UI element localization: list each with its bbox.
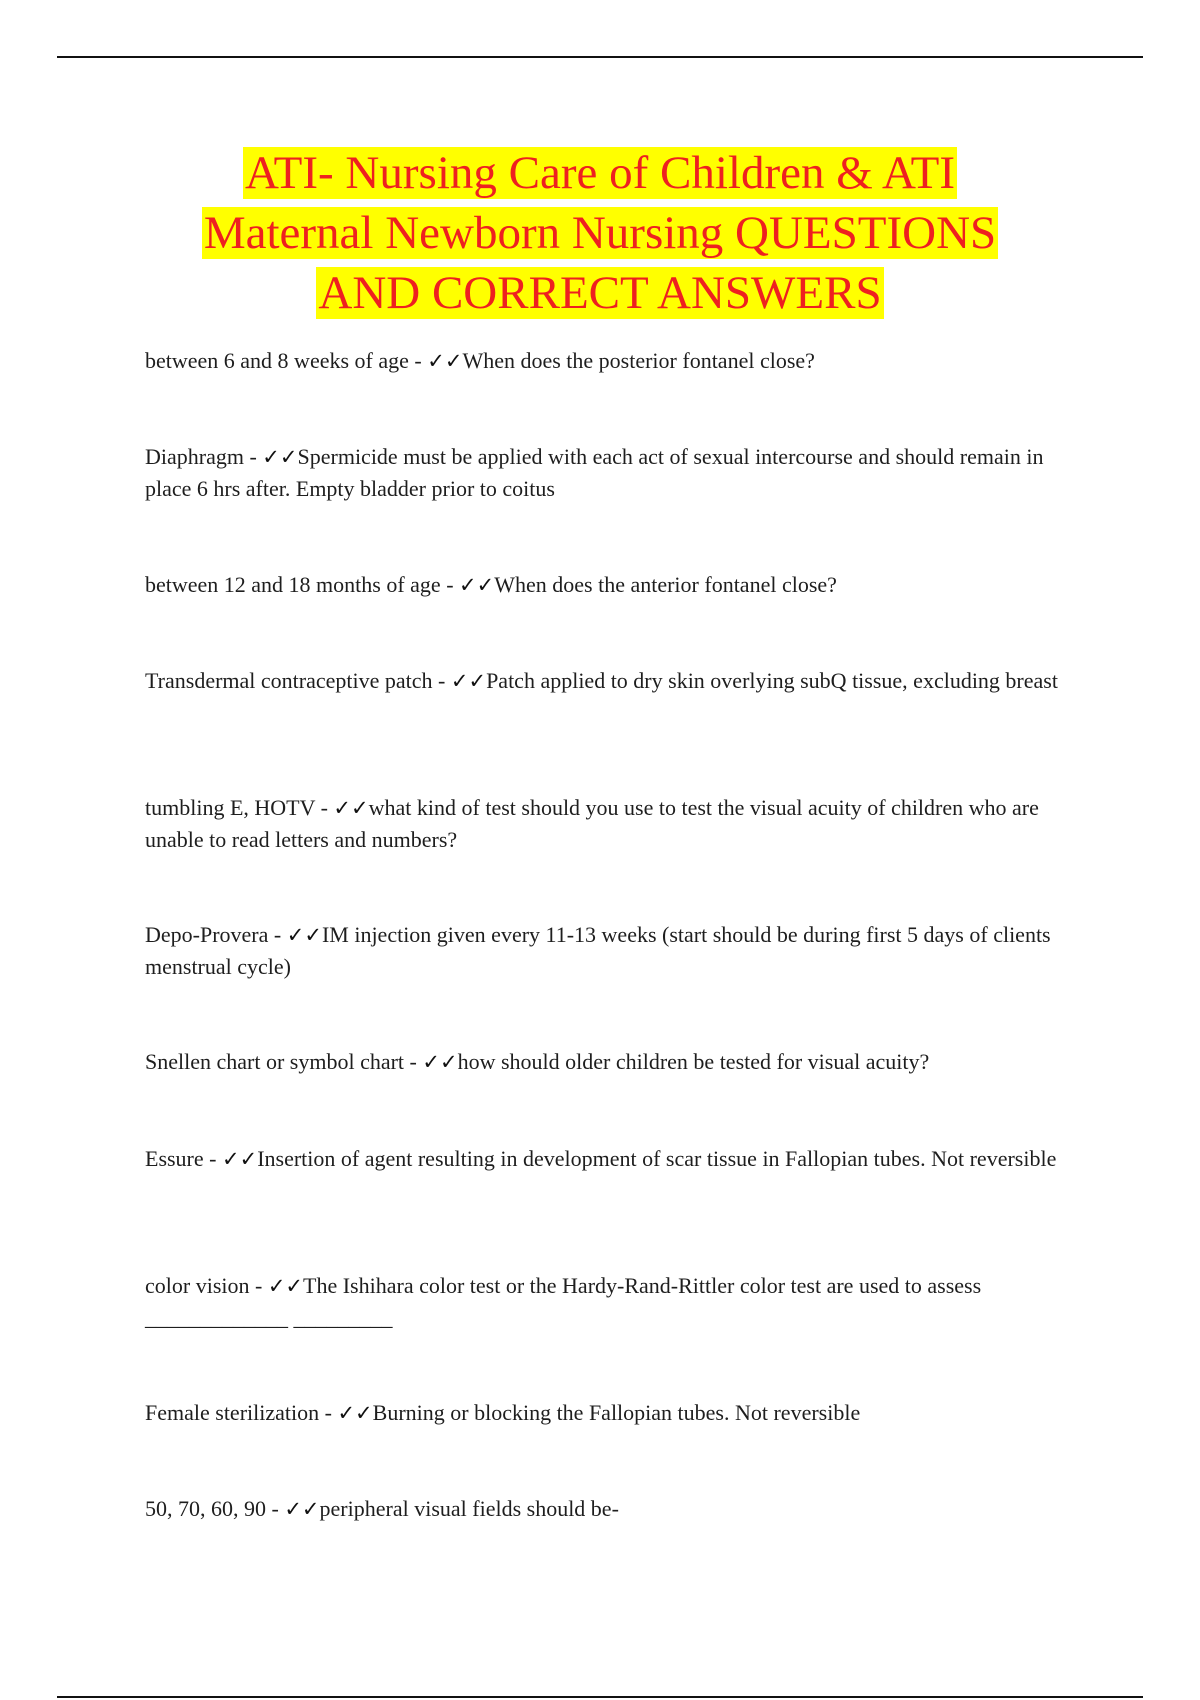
entry-term: between 6 and 8 weeks of age (145, 348, 409, 373)
double-check-icon: ✓✓ (459, 573, 495, 597)
qa-entry: Depo-Provera - ✓✓IM injection given every 11-13 weeks (start should be during first 5 days of clients menstrual cycle) (145, 922, 1051, 979)
qa-entry: color vision - ✓✓The Ishihara color test or the Hardy-Rand-Rittler color test are used to assess _____________ _________ (145, 1273, 982, 1330)
entry-term: between 12 and 18 months of age (145, 572, 441, 597)
qa-entry: Essure - ✓✓Insertion of agent resulting in development of scar tissue in Fallopian tubes. Not reversible (145, 1146, 1057, 1171)
double-check-icon: ✓✓ (450, 669, 487, 693)
entry-definition: The Ishihara color test or the Hardy-Rand-Rittler color test are used to assess _____________ _________ (145, 1273, 982, 1330)
entry-term: color vision (145, 1273, 250, 1298)
double-check-icon: ✓✓ (286, 923, 322, 947)
qa-entry: Transdermal contraceptive patch - ✓✓Patch applied to dry skin overlying subQ tissue, excluding breast (145, 668, 1058, 693)
double-check-icon: ✓✓ (427, 349, 463, 373)
title-line-2: Maternal Newborn Nursing QUESTIONS (203, 207, 997, 259)
entry-definition: Patch applied to dry skin overlying subQ tissue, excluding breast (486, 668, 1058, 693)
entry-definition: how should older children be tested for visual acuity? (457, 1049, 930, 1074)
entry-definition: IM injection given every 11-13 weeks (start should be during first 5 days of clients menstrual cycle) (145, 922, 1051, 979)
document-title (120, 143, 1080, 323)
entry-definition: Burning or blocking the Fallopian tubes. Not reversible (372, 1400, 861, 1425)
entry-definition: Spermicide must be applied with each act of sexual intercourse and should remain in place 6 hrs after. Empty bladder prior to coitus (145, 444, 1044, 501)
top-rule (57, 56, 1143, 58)
entry-definition: When does the anterior fontanel close? (494, 572, 837, 597)
entry-term: Diaphragm (145, 444, 244, 469)
entry-term: 50, 70, 60, 90 (145, 1496, 266, 1521)
entry-definition: Insertion of agent resulting in development of scar tissue in Fallopian tubes. Not reversible (257, 1146, 1057, 1171)
qa-entry: tumbling E, HOTV - ✓✓what kind of test should you use to test the visual acuity of children who are unable to read letters and numbers? (145, 795, 1039, 852)
qa-entry: Diaphragm - ✓✓Spermicide must be applied with each act of sexual intercourse and should remain in place 6 hrs after. Empty bladder prior to coitus (145, 444, 1044, 501)
title-line-3: AND CORRECT ANSWERS (318, 267, 882, 319)
double-check-icon: ✓✓ (262, 445, 298, 469)
entry-term: tumbling E, HOTV (145, 795, 316, 820)
qa-entry: Snellen chart or symbol chart - ✓✓how should older children be tested for visual acuity? (145, 1049, 930, 1074)
title-line-1: ATI- Nursing Care of Children & ATI (244, 147, 956, 199)
double-check-icon: ✓✓ (221, 1147, 258, 1171)
bottom-rule (57, 1696, 1143, 1698)
entry-term: Depo-Provera (145, 922, 269, 947)
entry-term: Transdermal contraceptive patch (145, 668, 433, 693)
entry-term: Female sterilization (145, 1400, 320, 1425)
entry-term: Snellen chart or symbol chart (145, 1049, 405, 1074)
qa-entry: Female sterilization - ✓✓Burning or blocking the Fallopian tubes. Not reversible (145, 1400, 861, 1425)
entry-definition: When does the posterior fontanel close? (462, 348, 815, 373)
double-check-icon: ✓✓ (284, 1497, 320, 1521)
entry-definition: what kind of test should you use to test the visual acuity of children who are unable to read letters and numbers? (145, 795, 1039, 852)
double-check-icon: ✓✓ (337, 1401, 373, 1425)
double-check-icon: ✓✓ (422, 1050, 458, 1074)
qa-entry: between 12 and 18 months of age - ✓✓When does the anterior fontanel close? (145, 572, 837, 597)
qa-entry: 50, 70, 60, 90 - ✓✓peripheral visual fields should be- (145, 1496, 619, 1521)
double-check-icon: ✓✓ (267, 1274, 304, 1298)
qa-entry: between 6 and 8 weeks of age - ✓✓When does the posterior fontanel close? (145, 348, 815, 373)
entry-term: Essure (145, 1146, 204, 1171)
double-check-icon: ✓✓ (333, 796, 369, 820)
entry-definition: peripheral visual fields should be- (319, 1496, 619, 1521)
